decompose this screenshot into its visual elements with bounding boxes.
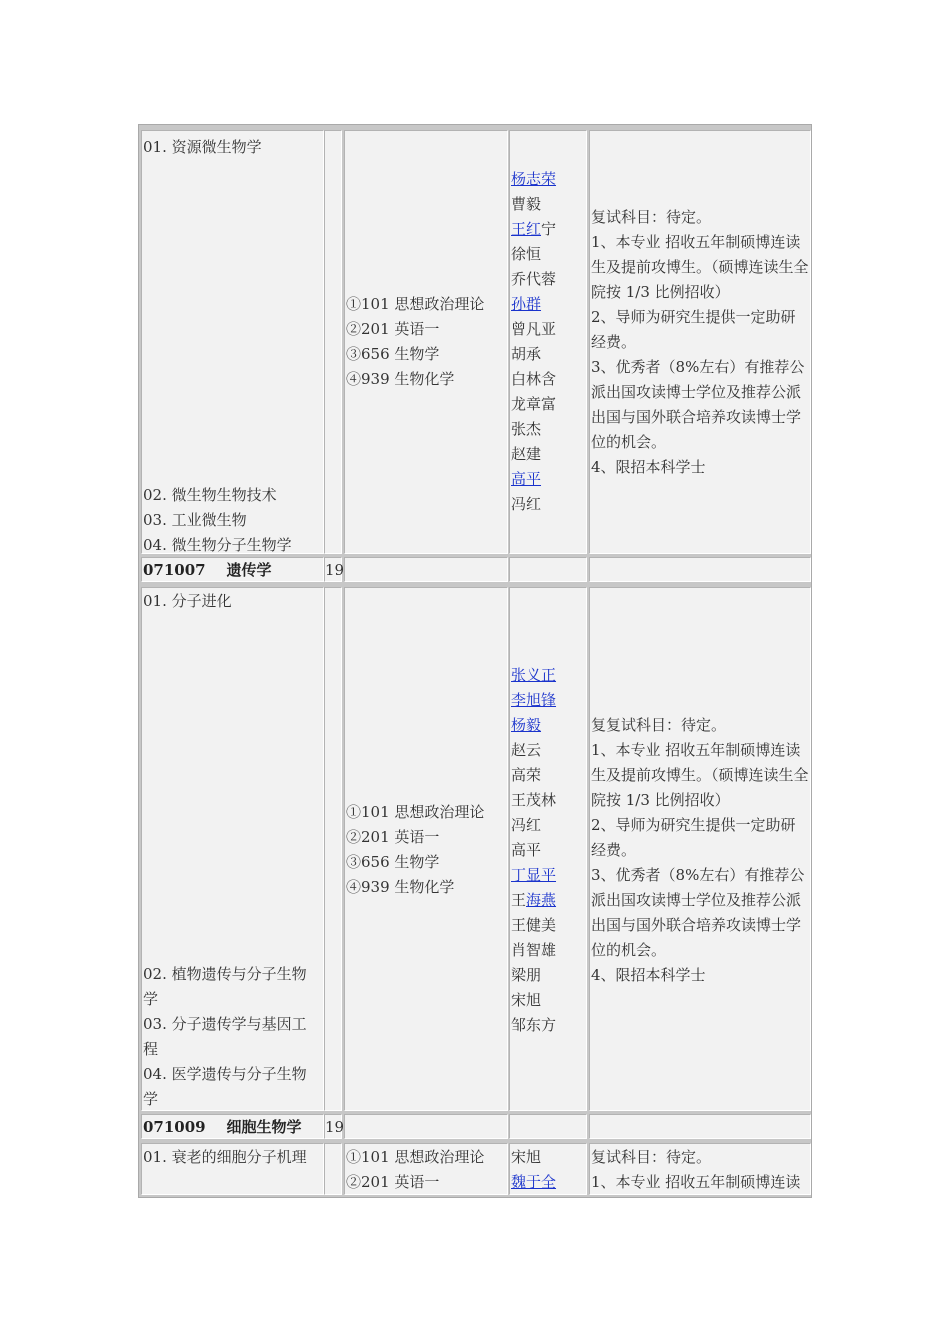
note-item: 1、本专业 招收五年制硕博连读生及提前攻博生。（硕博连读生全院按 1/3 比例招收）: [591, 233, 809, 301]
empty-cell: [589, 1114, 811, 1139]
advisor-name: 宋旭: [511, 991, 542, 1009]
advisor-name: 肖智雄: [511, 941, 557, 959]
note-item: 4、限招本科学士: [591, 458, 706, 476]
note-item: 3、优秀者（8%左右）有推荐公派出国攻读博士学位及推荐公派出国与国外联合培养攻读博士学位的机会。: [591, 866, 805, 959]
exam-item: ②201 英语一: [346, 1173, 440, 1191]
exam-item: ①101 思想政治理论: [346, 1148, 485, 1166]
exam-cell: [344, 130, 508, 554]
advisor-link[interactable]: 王红: [511, 220, 542, 238]
advisor-link[interactable]: 高平: [511, 470, 542, 488]
empty-cell: [344, 1114, 508, 1139]
major-name: 细胞生物学: [226, 1118, 302, 1136]
advisor-link[interactable]: 丁显平: [511, 866, 557, 884]
exam-item: ③656 生物学: [346, 345, 440, 363]
exam-item: ①101 思想政治理论: [346, 803, 485, 821]
count-cell: [324, 1143, 342, 1195]
advisor-name-suffix: 宁: [541, 220, 557, 238]
advisor-name: 赵建: [511, 445, 542, 463]
count-cell: [324, 130, 342, 554]
advisor-name: 龙章富: [511, 395, 557, 413]
exam-list: [346, 1145, 507, 1195]
advisor-name: 宋旭: [511, 1148, 542, 1166]
advisor-name: 王健美: [511, 916, 557, 934]
subfield-item: 02. 植物遗传与分子生物学: [143, 965, 307, 1008]
advisor-link[interactable]: 张义正: [511, 666, 557, 684]
advisor-link[interactable]: 孙群: [511, 295, 542, 313]
enroll-count: 19: [325, 1118, 345, 1136]
advisor-name: 胡承: [511, 345, 542, 363]
exam-item: ④939 生物化学: [346, 878, 455, 896]
subfield-item: 04. 微生物分子生物学: [143, 536, 292, 554]
subfield-item: 01. 分子进化: [143, 592, 232, 610]
advisor-name: 邹东方: [511, 1016, 557, 1034]
major-name: 遗传学: [226, 561, 272, 579]
notes-list: [591, 205, 810, 480]
advisor-name: 冯红: [511, 495, 542, 513]
exam-cell: [344, 1143, 508, 1195]
advisor-list: [511, 1145, 586, 1195]
subfield-top-list: [143, 135, 323, 160]
note-item: 3、优秀者（8%左右）有推荐公派出国攻读博士学位及推荐公派出国与国外联合培养攻读博士学位的机会。: [591, 358, 805, 451]
advisor-cell: [509, 587, 587, 1111]
subfield-cell: [141, 1143, 324, 1195]
empty-cell: [589, 557, 811, 582]
count-cell: [324, 557, 345, 582]
advisor-name: 高平: [511, 841, 542, 859]
advisor-link[interactable]: 杨志荣: [511, 170, 557, 188]
note-item: 2、导师为研究生提供一定助研经费。: [591, 816, 796, 859]
advisor-list: [511, 167, 586, 517]
notes-cell: [589, 587, 811, 1111]
advisor-link[interactable]: 魏于全: [511, 1173, 557, 1191]
advisor-name: 乔代蓉: [511, 270, 557, 288]
advisor-name: 赵云: [511, 741, 542, 759]
advisor-cell: [509, 130, 587, 554]
program-table: [138, 124, 812, 1198]
advisor-link[interactable]: 李旭锋: [511, 691, 557, 709]
empty-cell: [344, 557, 508, 582]
subfield-item: 03. 工业微生物: [143, 511, 247, 529]
advisor-name: 冯红: [511, 816, 542, 834]
advisor-name: 白林含: [511, 370, 557, 388]
exam-item: ②201 英语一: [346, 828, 440, 846]
advisor-name: 梁朋: [511, 966, 542, 984]
notes-cell: [589, 130, 811, 554]
note-item: 1、本专业 招收五年制硕博连读生及提前攻博生。（硕博连读生全院按 1/3 比例招收）: [591, 741, 809, 809]
advisor-list: [511, 663, 586, 1038]
notes-cell: [589, 1143, 811, 1195]
note-item: 复试科目：待定。: [591, 1148, 712, 1166]
subfield-item: 01. 衰老的细胞分子机理: [143, 1148, 307, 1166]
advisor-link[interactable]: 杨毅: [511, 716, 542, 734]
advisor-name: 曾凡亚: [511, 320, 557, 338]
note-item: 复复试科目：待定。: [591, 716, 727, 734]
exam-item: ④939 生物化学: [346, 370, 455, 388]
advisor-name: 高荣: [511, 766, 542, 784]
advisor-cell: [509, 1143, 587, 1195]
major-header: [141, 1114, 324, 1139]
advisor-name: 曹毅: [511, 195, 542, 213]
exam-item: ②201 英语一: [346, 320, 440, 338]
notes-list: [591, 1145, 810, 1195]
major-header: [141, 557, 324, 582]
major-code: 071007: [143, 561, 206, 579]
subfield-item: 01. 资源微生物学: [143, 138, 262, 156]
empty-cell: [509, 1114, 587, 1139]
note-item: 1、本专业 招收五年制硕博连读: [591, 1173, 801, 1191]
subfield-bottom-list: [143, 483, 323, 558]
note-item: 2、导师为研究生提供一定助研经费。: [591, 308, 796, 351]
subfield-top-list: [143, 589, 323, 614]
subfield-item: 04. 医学遗传与分子生物学: [143, 1065, 307, 1108]
note-item: 4、限招本科学士: [591, 966, 706, 984]
enroll-count: 19: [325, 561, 345, 579]
major-code: 071009: [143, 1118, 206, 1136]
empty-cell: [509, 557, 587, 582]
subfield-cell: [141, 587, 324, 1111]
exam-list: [346, 800, 507, 900]
subfield-top-list: [143, 1145, 323, 1170]
subfield-bottom-list: [143, 962, 313, 1112]
count-cell: [324, 1114, 345, 1139]
notes-list: [591, 713, 810, 988]
advisor-name-prefix: 王: [511, 891, 527, 909]
advisor-name: 张杰: [511, 420, 542, 438]
advisor-link[interactable]: 海燕: [526, 891, 557, 909]
exam-item: ③656 生物学: [346, 853, 440, 871]
note-item: 复试科目：待定。: [591, 208, 712, 226]
subfield-item: 02. 微生物生物技术: [143, 486, 277, 504]
advisor-name: 徐恒: [511, 245, 542, 263]
exam-item: ①101 思想政治理论: [346, 295, 485, 313]
advisor-name: 王茂林: [511, 791, 557, 809]
subfield-item: 03. 分子遗传学与基因工程: [143, 1015, 307, 1058]
exam-cell: [344, 587, 508, 1111]
subfield-cell: [141, 130, 324, 554]
count-cell: [324, 587, 342, 1111]
exam-list: [346, 292, 507, 392]
